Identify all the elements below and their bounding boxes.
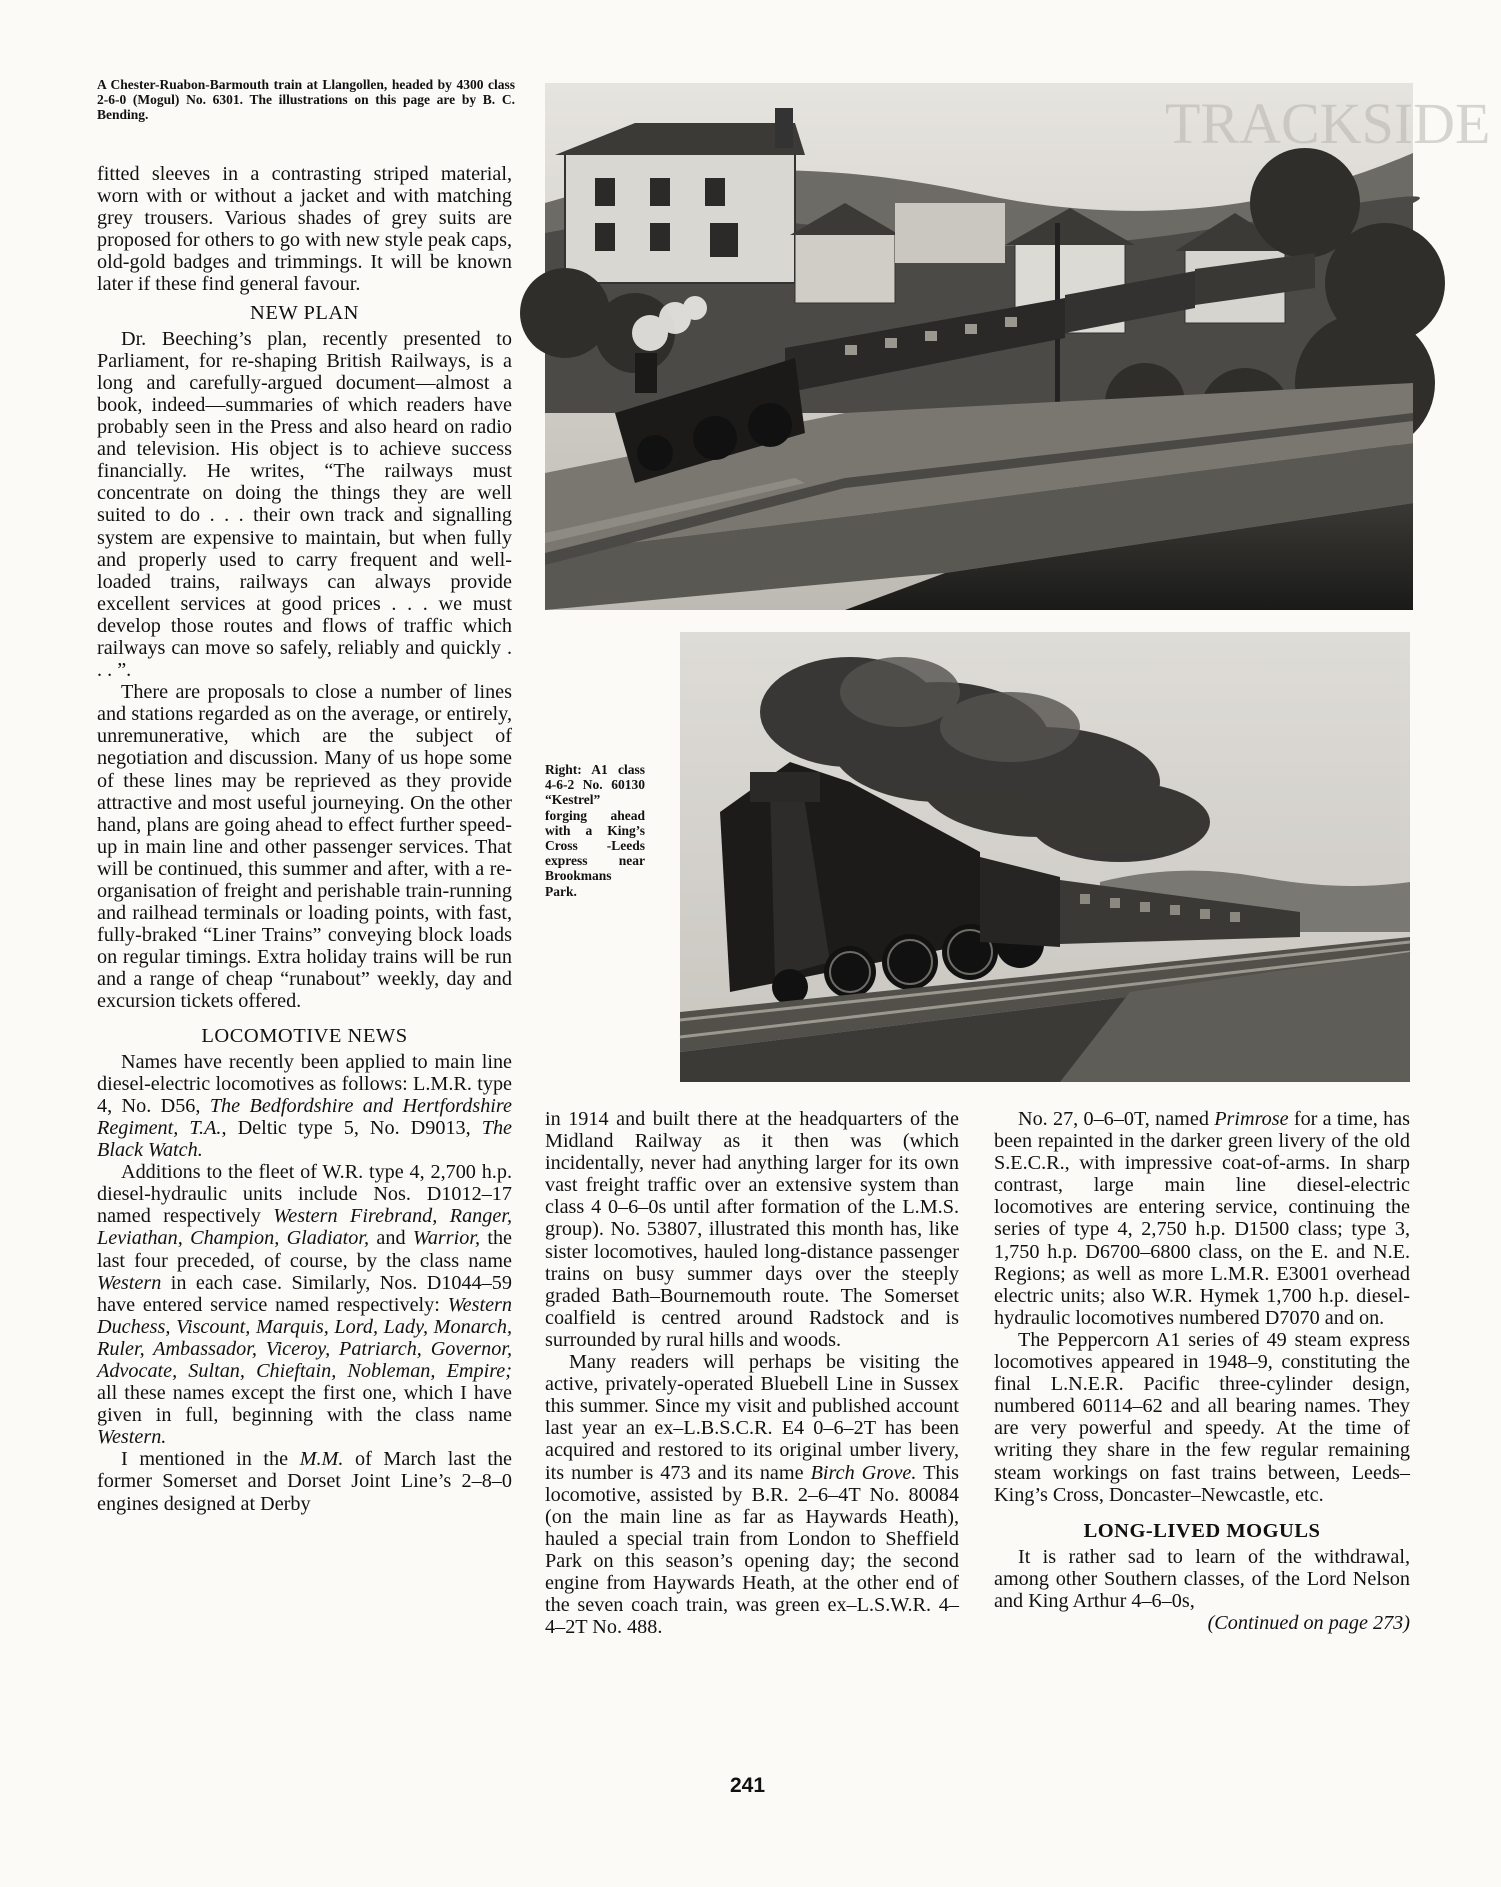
photo-kestrel-image: [680, 632, 1410, 1082]
caption-top-photo: A Chester-Ruabon-Barmouth train at Llangollen, headed by 4300 class 2-6-0 (Mogul) No. 6301. The illustrations on this page are by B. C. Bending.: [97, 77, 515, 122]
paragraph: in 1914 and built there at the headquarters of the Midland Railway as it then was (which incidentally, never had anything larger for its own vast freight traffic over an extensive system than class 4 0–6–0s until after formation of the L.M.S. group). No. 53807, illustrated this month has, like sister locomotives, hauled long-distance passenger trains on busy summer days over the steeply graded Bath–Bournemouth route. The Somerset coalfield is centred around Radstock and is surrounded by rural hills and woods.: [545, 1108, 959, 1351]
column-3: [994, 1108, 1410, 1634]
paragraph: Dr. Beeching’s plan, recently presented to Parliament, for re-shaping British Railways, is a long and carefully-argued document—almost a book, indeed—summaries of which readers have probably seen in the Press and also heard on radio and television. His object is to achieve success financially. He writes, “The railways must concentrate on doing the things they are well suited to do . . . their own track and signalling system are expensive to maintain, but when fully and properly used to carry frequent and well-loaded trains, railways can always provide excellent services at good prices . . . we must develop those routes and flows of traffic which railways can move so safely, reliably and quickly . . . ”.: [97, 327, 512, 682]
heading-locomotive-news: LOCOMOTIVE NEWS: [201, 1024, 408, 1047]
paragraph: It is rather sad to learn of the withdrawal, among other Southern classes, of the Lord Nelson and King Arthur 4–6–0s,: [994, 1545, 1410, 1612]
paragraph: Additions to the fleet of W.R. type 4, 2,700 h.p. diesel-hydraulic units include Nos. D1012–17 named respectively Western Firebrand, Ranger, Leviathan, Champion, Gladiator, and Warrior, the last four preceded, of course, by the class name Western in each case. Similarly, Nos. D1044–59 have entered service named respectively: Western Duchess, Viscount, Marquis, Lord, Lady, Monarch, Ruler, Ambassador, Viceroy, Patriarch, Governor, Advocate, Sultan, Chieftain, Nobleman, Empire; all these names except the first one, which I have given in full, beginning with the class name Western.: [97, 1161, 513, 1449]
paragraph: I mentioned in the M.M. of March last the former Somerset and Dorset Joint Line’s 2–8–0 engines designed at Derby: [97, 1448, 512, 1515]
paragraph: Many readers will perhaps be visiting the active, privately-operated Bluebell Line in Sussex this summer. Since my visit and published account last year an ex–L.B.S.C.R. E4 0–6–2T has been acquired and restored to its original umber livery, its number is 473 and its name Birch Grove. This locomotive, assisted by B.R. 2–6–4T No. 80084 (on the main line as far as Haywards Heath), hauled a special train from London to Sheffield Park on this season’s opening day; the second engine from Haywards Heath, at the other end of the seven coach train, was green ex–L.S.W.R. 4–4–2T No. 488.: [545, 1351, 959, 1639]
heading-new-plan: NEW PLAN: [250, 301, 359, 324]
column-1: [97, 163, 512, 1515]
heading-long-lived-moguls: LONG-LIVED MOGULS: [1083, 1519, 1321, 1542]
caption-kestrel-photo: Right: A1 class 4-6-2 No. 60130 “Kestrel” forging ahead with a King’s Cross -Leeds express near Brookmans Park.: [545, 762, 645, 899]
continued-note: (Continued on page 273): [1207, 1612, 1410, 1635]
paragraph: No. 27, 0–6–0T, named Primrose for a time, has been repainted in the darker green livery of the old S.E.C.R., with impressive coat-of-arms. In sharp contrast, large main line diesel-electric locomotives are entering service, continuing the series of type 4, 2,750 h.p. D1500 class; type 3, 1,750 h.p. D6700–6800 class, on the E. and N.E. Regions; as well as more L.M.R. E3001 overhead electric units; also W.R. Hymek 1,700 h.p. diesel-hydraulic locomotives numbered D7070 and on.: [994, 1108, 1410, 1329]
paragraph: The Peppercorn A1 series of 49 steam express locomotives appeared in 1948–9, constituting the final L.N.E.R. Pacific three-cylinder design, numbered 60114–62 and all bearing names. They are very powerful and speedy. At the time of writing they share in the few regular remaining steam workings on fast trains between, Leeds–King’s Cross, Doncaster–Newcastle, etc.: [994, 1328, 1410, 1506]
paragraph: fitted sleeves in a contrasting striped material, worn with or without a jacket and with matching grey trousers. Various shades of grey suits are proposed for others to go with new style peak caps, old-gold badges and trimmings. It will be known later if these find general favour.: [97, 163, 512, 296]
page-number: 241: [730, 1774, 766, 1797]
paragraph: Names have recently been applied to main line diesel-electric locomotives as follows: L.M.R. type 4, No. D56, The Bedfordshire and Hertfordshire Regiment, T.A., Deltic type 5, No. D9013, The Black Watch.: [97, 1050, 512, 1162]
photo-llangollen-train: [545, 83, 1491, 610]
svg-text:TRACKSIDE: TRACKSIDE: [1165, 91, 1491, 156]
column-2: [545, 1108, 959, 1638]
photo-llangollen-image: [545, 83, 1491, 610]
photo-kestrel-express: [680, 632, 1410, 1082]
paragraph: There are proposals to close a number of lines and stations regarded as on the average, or entirely, unremunerative, which are the subject of negotiation and discussion. Many of us hope some of these lines may be reprieved as they provide attractive and most useful journeying. On the other hand, plans are going ahead to effect further speed-up in main line and other passenger services. That will be continued, this summer and after, with a re-organisation of freight and perishable train-running and railhead terminals or loading points, with fast, fully-braked “Liner Trains” conveying block loads on regular timings. Extra holiday trains will be run and a range of cheap “runabout” weekly, day and excursion tickets offered.: [97, 681, 512, 1013]
